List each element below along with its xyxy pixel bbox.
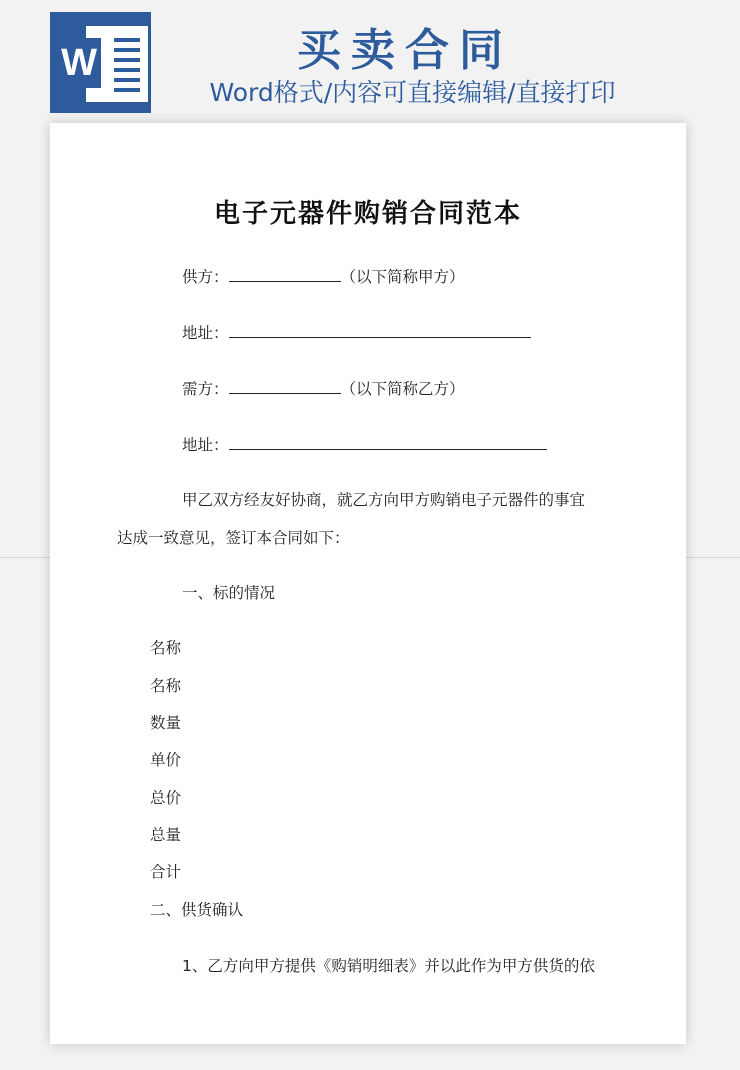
list-item: 总价 xyxy=(150,789,182,807)
address2-label: 地址： xyxy=(182,436,229,454)
list-item: 单价 xyxy=(150,751,182,769)
document-title: 电子元器件购销合同范本 xyxy=(213,199,522,229)
buyer-blank[interactable] xyxy=(229,379,341,394)
address2-blank[interactable] xyxy=(229,435,547,450)
supplier-note: （以下简称甲方） xyxy=(340,268,465,286)
clause-1: 1、乙方向甲方提供《购销明细表》并以此作为甲方供货的依 xyxy=(182,957,595,975)
buyer-label: 需方： xyxy=(182,380,229,398)
logo-letter: W xyxy=(57,38,101,88)
address1-line xyxy=(182,321,531,343)
address1-blank[interactable] xyxy=(229,323,531,338)
section-1-heading: 一、标的情况 xyxy=(182,584,276,602)
list-item: 名称 xyxy=(150,639,182,657)
header-subtitle: Word格式/内容可直接编辑/直接打印 xyxy=(209,78,616,107)
section-2-heading: 二、供货确认 xyxy=(150,901,244,919)
word-logo-icon xyxy=(50,12,151,113)
header-title: 买卖合同 xyxy=(297,25,513,76)
buyer-note: （以下简称乙方） xyxy=(340,380,465,398)
address1-label: 地址： xyxy=(182,324,229,342)
buyer-line xyxy=(182,377,465,399)
list-item: 合计 xyxy=(150,863,182,881)
document-sheet xyxy=(50,123,686,1044)
list-item: 总量 xyxy=(150,826,182,844)
list-item: 数量 xyxy=(150,714,182,732)
supplier-line xyxy=(182,265,465,287)
supplier-label: 供方： xyxy=(182,268,229,286)
intro-line-1: 甲乙双方经友好协商，就乙方向甲方购销电子元器件的事宜 xyxy=(182,491,586,509)
list-item: 名称 xyxy=(150,677,182,695)
supplier-blank[interactable] xyxy=(229,267,341,282)
address2-line xyxy=(182,433,547,455)
intro-line-2: 达成一致意见，签订本合同如下： xyxy=(117,529,350,547)
